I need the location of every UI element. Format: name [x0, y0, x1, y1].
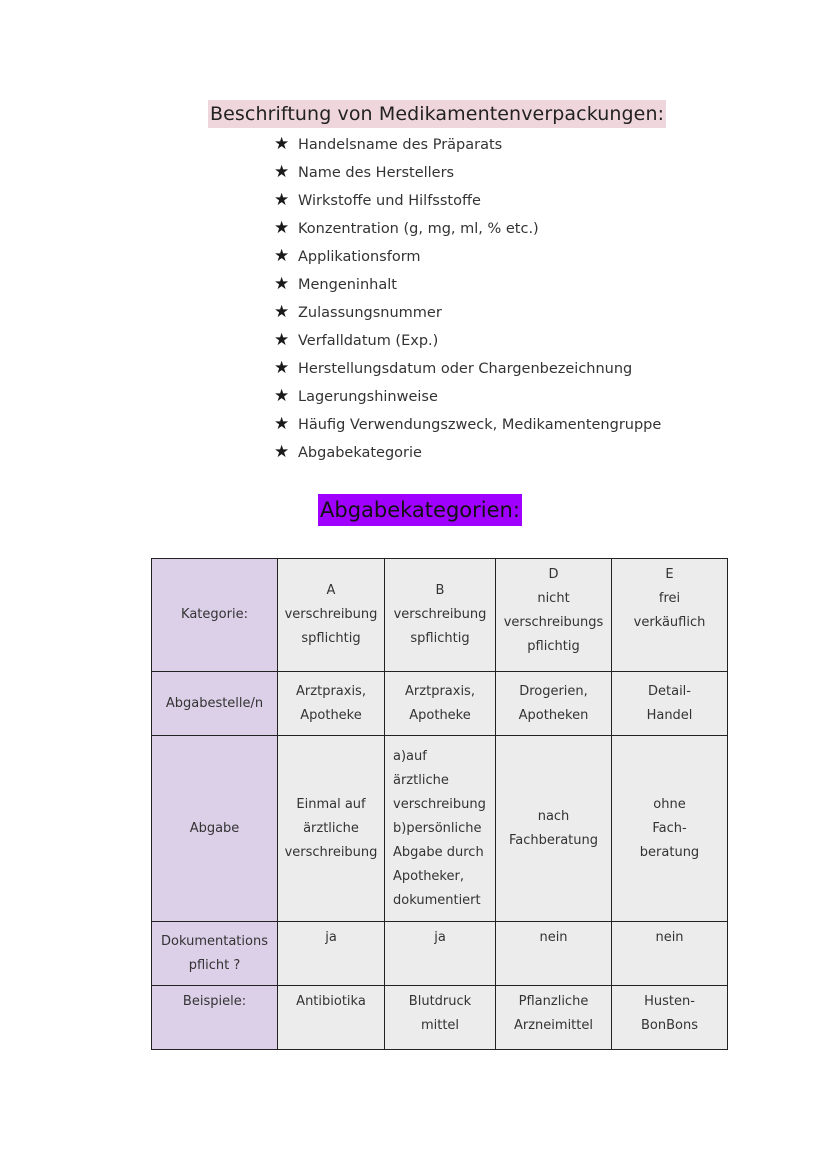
star-icon: ★ — [274, 134, 290, 154]
table-cell: Pflanzliche Arzneimittel — [496, 986, 612, 1050]
star-icon: ★ — [274, 302, 290, 322]
list-item — [274, 186, 661, 214]
table-cell: E frei verkäuflich — [612, 559, 728, 672]
table-row-examples — [152, 986, 728, 1050]
star-icon: ★ — [274, 246, 290, 266]
star-icon: ★ — [274, 190, 290, 210]
table-cell: ja — [385, 922, 496, 986]
list-item — [274, 270, 661, 298]
star-icon: ★ — [274, 218, 290, 238]
table-cell: A verschreibung spflichtig — [278, 559, 385, 672]
table-cell: ohne Fach- beratung — [612, 736, 728, 922]
dispensing-categories-table — [151, 558, 728, 1050]
list-item-text: Lagerungshinweise — [298, 389, 438, 405]
row-header-documentation: Dokumentations pflicht ? — [152, 922, 278, 986]
list-item-text: Name des Herstellers — [298, 165, 455, 181]
page-heading: Beschriftung von Medikamentenverpackungen: — [208, 100, 666, 128]
table-row-category — [152, 559, 728, 672]
table-cell: Husten- BonBons — [612, 986, 728, 1050]
table-cell: Antibiotika — [278, 986, 385, 1050]
table-cell: Einmal auf ärztliche verschreibung — [278, 736, 385, 922]
star-icon: ★ — [274, 442, 290, 462]
row-header-dispensing: Abgabe — [152, 736, 278, 922]
list-item — [274, 214, 661, 242]
list-item-text: Zulassungsnummer — [298, 305, 442, 321]
star-icon: ★ — [274, 330, 290, 350]
table-cell: ja — [278, 922, 385, 986]
list-item — [274, 130, 661, 158]
list-item-text: Mengeninhalt — [298, 277, 397, 293]
table-row-dispensing — [152, 736, 728, 922]
list-item-text: Häufig Verwendungszweck, Medikamentengruppe — [298, 417, 662, 433]
list-item-text: Applikationsform — [298, 249, 421, 265]
list-item — [274, 326, 661, 354]
star-icon: ★ — [274, 386, 290, 406]
table-cell: a)auf ärztliche verschreibung b)persönliche Abgabe durch Apotheker, dokumentiert — [385, 736, 496, 922]
star-icon: ★ — [274, 358, 290, 378]
list-item — [274, 382, 661, 410]
table-cell: Detail- Handel — [612, 672, 728, 736]
list-item — [274, 410, 661, 438]
row-header-examples: Beispiele: — [152, 986, 278, 1050]
table-cell: nein — [612, 922, 728, 986]
table-cell: Arztpraxis, Apotheke — [278, 672, 385, 736]
list-item — [274, 438, 661, 466]
table-cell: B verschreibung spflichtig — [385, 559, 496, 672]
table-cell: Drogerien, Apotheken — [496, 672, 612, 736]
list-item-text: Konzentration (g, mg, ml, % etc.) — [298, 221, 539, 237]
list-item-text: Abgabekategorie — [298, 445, 422, 461]
table-cell: Blutdruck mittel — [385, 986, 496, 1050]
list-item-text: Wirkstoffe und Hilfsstoffe — [298, 193, 481, 209]
table-cell: Arztpraxis, Apotheke — [385, 672, 496, 736]
list-item — [274, 298, 661, 326]
table-cell: nein — [496, 922, 612, 986]
star-icon: ★ — [274, 414, 290, 434]
table-row-dispensing-point — [152, 672, 728, 736]
list-item-text: Verfalldatum (Exp.) — [298, 333, 439, 349]
list-item-text: Handelsname des Präparats — [298, 137, 503, 153]
section-title: Abgabekategorien: — [318, 494, 522, 526]
list-item-text: Herstellungsdatum oder Chargenbezeichnung — [298, 361, 633, 377]
table-row-documentation — [152, 922, 728, 986]
list-item — [274, 354, 661, 382]
star-icon: ★ — [274, 274, 290, 294]
list-item — [274, 158, 661, 186]
star-icon: ★ — [274, 162, 290, 182]
table-cell: nach Fachberatung — [496, 736, 612, 922]
list-item — [274, 242, 661, 270]
table-cell: D nicht verschreibungs pflichtig — [496, 559, 612, 672]
row-header-category: Kategorie: — [152, 559, 278, 672]
row-header-dispensing-point: Abgabestelle/n — [152, 672, 278, 736]
label-requirements-list — [274, 130, 661, 466]
